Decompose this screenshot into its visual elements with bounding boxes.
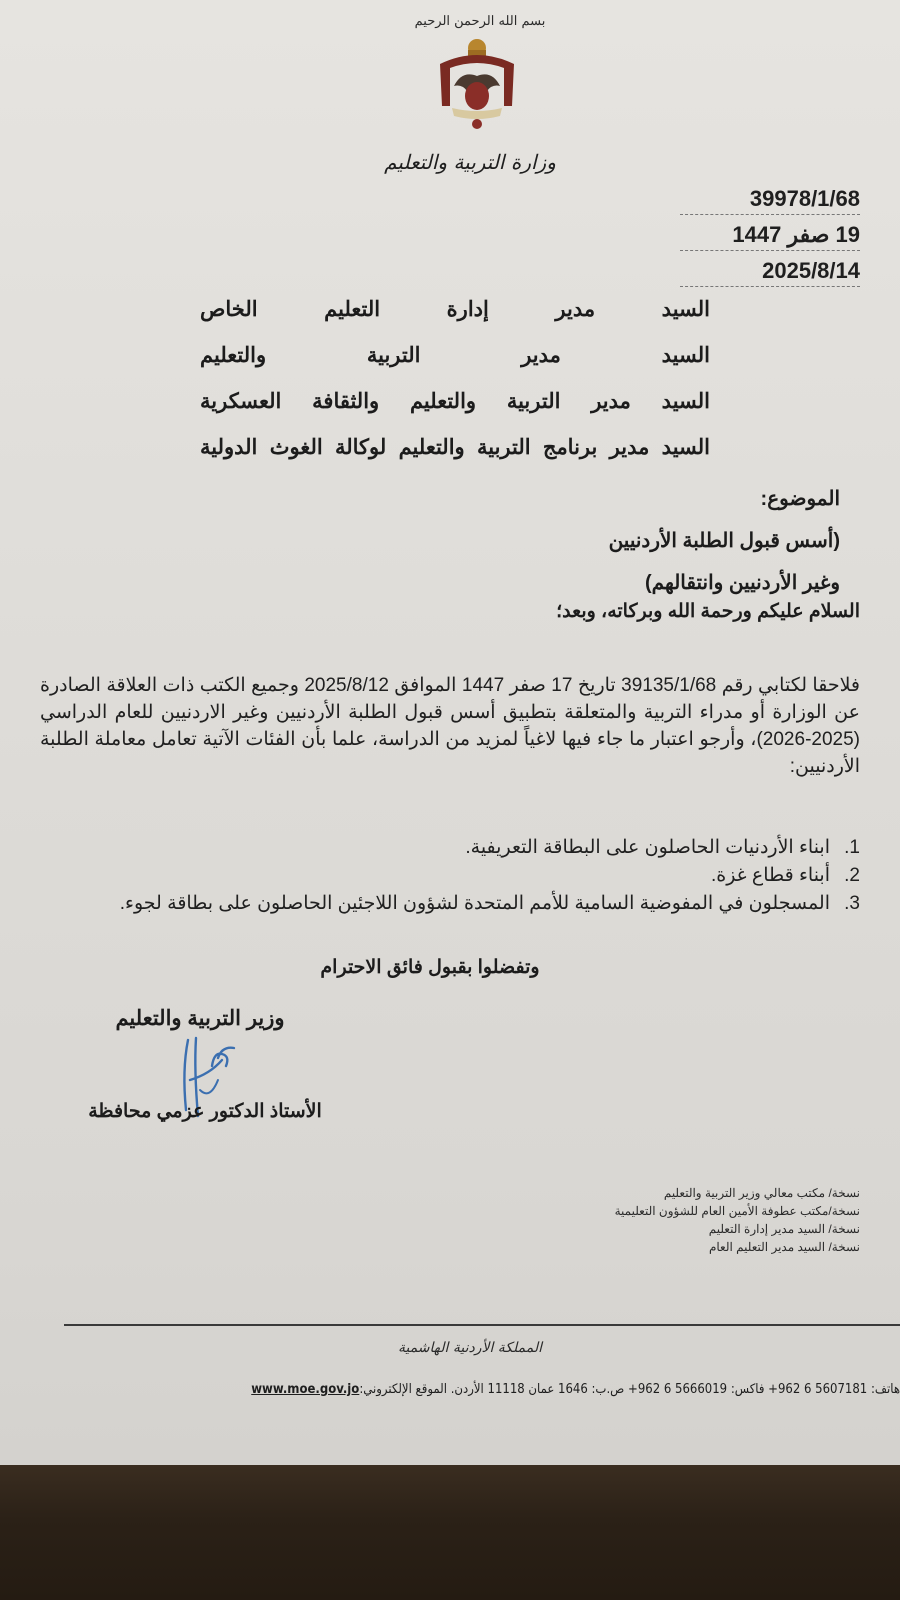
desk-background: [0, 1465, 900, 1600]
copy-recipient: نسخة/ السيد مدير التعليم العام: [708, 1240, 860, 1254]
hijri-date: 19 صفر 1447: [680, 222, 860, 251]
addressee: السيد مدير التربية والتعليم: [200, 344, 710, 367]
subject-line: وغير الأردنيين وانتقالهم): [645, 572, 840, 594]
list-text: المسجلون في المفوضية السامية للأمم المتحدة لشؤون اللاجئين الحاصلون على بطاقة لجوء.: [119, 893, 830, 914]
addressee: السيد مدير برنامج التربية والتعليم لوكالة الغوث الدولية: [200, 436, 710, 459]
reference-number: 39978/1/68: [680, 186, 860, 215]
list-number: 2.: [844, 865, 860, 886]
contact-line: [112, 1382, 900, 1397]
copy-recipient: نسخة/ مكتب معالي وزير التربية والتعليم: [663, 1186, 860, 1200]
website-link[interactable]: www.moe.gov.jo: [251, 1382, 360, 1397]
list-item: [40, 890, 860, 918]
ministry-name: وزارة التربية والتعليم: [384, 150, 556, 174]
body-paragraph: فلاحقا لكتابي رقم 39135/1/68 تاريخ 17 صفر 1447 الموافق 2025/8/12 وجميع الكتب ذات العلاقة الصادرة عن الوزارة أو مدراء التربية والمتعلقة بتطبيق أسس قبول الطلبة الأردنيين وغير الاردنيين للعام الدراسي (2025-2026)، وأرجو اعتبار ما جاء فيها لاغياً لمزيد من الدراسة، علما بأن الفئات الآتية تعامل معاملة الطلبة الأردنيين:: [40, 675, 860, 777]
subject-line: (أسس قبول الطلبة الأردنيين: [608, 530, 840, 552]
contact-details: هاتف: 5607181 6 962+ فاكس: 5666019 6 962+ ص.ب: 1646 عمان 11118 الأردن. الموقع الإلكتروني:: [359, 1382, 900, 1397]
list-number: 3.: [844, 893, 860, 914]
closing-line: وتفضلوا بقبول فائق الاحترام: [320, 957, 540, 978]
gregorian-date-row: [680, 258, 860, 287]
subject-block: [240, 478, 840, 604]
copy-recipient: نسخة/ السيد مدير إدارة التعليم: [708, 1222, 860, 1236]
hijri-date-row: [680, 222, 860, 251]
signatory-title: وزير التربية والتعليم: [115, 1007, 285, 1030]
list-item: [40, 834, 860, 862]
category-list: [40, 834, 860, 918]
jordan-coat-of-arms-icon: [432, 36, 522, 136]
addressee-list: [200, 290, 710, 474]
list-text: أبناء قطاع غزة.: [710, 865, 830, 886]
kingdom-name: المملكة الأردنية الهاشمية: [397, 1340, 543, 1356]
footer-divider: [64, 1324, 900, 1326]
basmala: بسم الله الرحمن الرحيم: [414, 14, 546, 29]
reference-number-row: [680, 186, 860, 215]
subject-label: الموضوع:: [760, 488, 840, 510]
list-number: 1.: [844, 837, 860, 858]
greeting: السلام عليكم ورحمة الله وبركاته، وبعد؛: [556, 601, 860, 622]
list-text: ابناء الأردنيات الحاصلون على البطاقة التعريفية.: [465, 837, 830, 858]
addressee: السيد مدير التربية والتعليم والثقافة العسكرية: [200, 390, 710, 413]
copy-recipient: نسخة/مكتب عطوفة الأمين العام للشؤون التعليمية: [614, 1204, 860, 1218]
gregorian-date: 2025/8/14: [680, 258, 860, 287]
addressee: السيد مدير إدارة التعليم الخاص: [200, 298, 710, 321]
list-item: [40, 862, 860, 890]
signatory-name: الأستاذ الدكتور عزمي محافظة: [88, 1101, 322, 1122]
copies-list: [500, 1184, 860, 1256]
